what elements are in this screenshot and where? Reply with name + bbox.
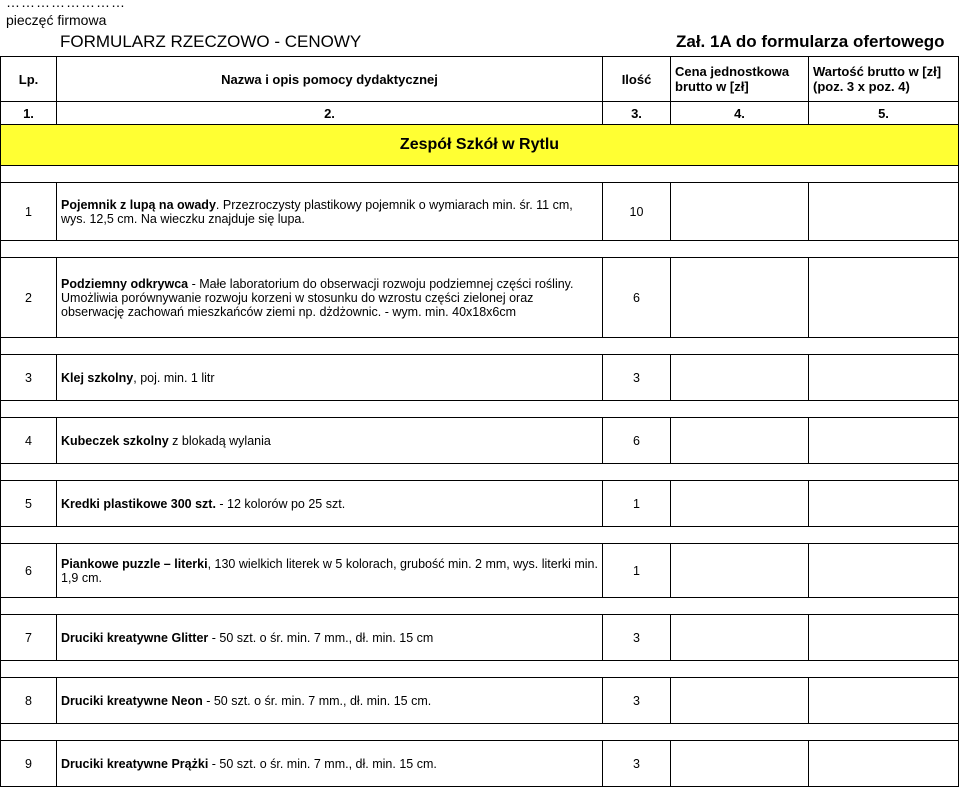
item-name: Pojemnik z lupą na owady xyxy=(61,197,216,212)
item-unit-price[interactable] xyxy=(671,355,809,401)
item-lp: 4 xyxy=(1,418,57,464)
col-number: 3. xyxy=(603,102,671,125)
row-spacer xyxy=(1,724,959,741)
item-desc: z blokadą wylania xyxy=(168,433,271,448)
item-description xyxy=(57,355,603,401)
item-lp: 3 xyxy=(1,355,57,401)
item-lp: 8 xyxy=(1,678,57,724)
item-description xyxy=(57,481,603,527)
item-description xyxy=(57,258,603,338)
item-name: Druciki kreatywne Neon xyxy=(61,693,203,708)
col-header-qty: Ilość xyxy=(603,57,671,102)
table-row xyxy=(1,481,959,527)
col-number: 5. xyxy=(809,102,959,125)
item-value[interactable] xyxy=(809,183,959,241)
item-value[interactable] xyxy=(809,741,959,787)
item-unit-price[interactable] xyxy=(671,544,809,598)
item-lp: 2 xyxy=(1,258,57,338)
item-qty: 1 xyxy=(603,544,671,598)
table-row xyxy=(1,615,959,661)
table-row xyxy=(1,258,959,338)
item-description xyxy=(57,183,603,241)
item-lp: 1 xyxy=(1,183,57,241)
item-name: Kredki plastikowe 300 szt. xyxy=(61,496,216,511)
item-value[interactable] xyxy=(809,258,959,338)
item-lp: 6 xyxy=(1,544,57,598)
item-desc: - 50 szt. o śr. min. 7 mm., dł. min. 15 cm xyxy=(208,630,434,645)
item-value[interactable] xyxy=(809,481,959,527)
row-spacer xyxy=(1,464,959,481)
item-qty: 3 xyxy=(603,355,671,401)
item-unit-price[interactable] xyxy=(671,418,809,464)
item-name: Podziemny odkrywca xyxy=(61,276,189,291)
price-form-table xyxy=(0,56,959,787)
row-spacer xyxy=(1,527,959,544)
company-stamp-label: pieczęć firmowa xyxy=(6,12,107,28)
item-name: Klej szkolny xyxy=(61,370,134,385)
item-qty: 10 xyxy=(603,183,671,241)
table-row xyxy=(1,183,959,241)
item-desc: - 50 szt. o śr. min. 7 mm., dł. min. 15 cm. xyxy=(208,756,437,771)
row-spacer xyxy=(1,401,959,418)
row-spacer xyxy=(1,241,959,258)
col-header-unit-price: Cena jednostkowa brutto w [zł] xyxy=(671,57,809,102)
row-spacer xyxy=(1,166,959,183)
item-unit-price[interactable] xyxy=(671,741,809,787)
item-desc: - 12 kolorów po 25 szt. xyxy=(215,496,346,511)
item-description xyxy=(57,741,603,787)
item-unit-price[interactable] xyxy=(671,183,809,241)
item-name: Kubeczek szkolny xyxy=(61,433,169,448)
item-value[interactable] xyxy=(809,418,959,464)
row-spacer xyxy=(1,598,959,615)
attachment-label: Zał. 1A do formularza ofertowego xyxy=(676,32,945,51)
item-description xyxy=(57,678,603,724)
table-row xyxy=(1,355,959,401)
item-lp: 5 xyxy=(1,481,57,527)
item-name: Piankowe puzzle – literki xyxy=(61,556,208,571)
item-desc: , 130 wielkich literek w 5 kolorach, grubość min. 2 mm, wys. literki min. 1,9 cm. xyxy=(61,556,598,585)
item-value[interactable] xyxy=(809,615,959,661)
col-number: 2. xyxy=(57,102,603,125)
school-row xyxy=(1,125,959,166)
header-row xyxy=(1,57,959,102)
item-qty: 1 xyxy=(603,481,671,527)
item-unit-price[interactable] xyxy=(671,481,809,527)
table-row xyxy=(1,418,959,464)
col-header-name: Nazwa i opis pomocy dydaktycznej xyxy=(57,57,603,102)
item-value[interactable] xyxy=(809,678,959,724)
item-unit-price[interactable] xyxy=(671,615,809,661)
signature-dots: …………………… xyxy=(6,0,126,10)
item-lp: 7 xyxy=(1,615,57,661)
item-qty: 6 xyxy=(603,418,671,464)
item-qty: 3 xyxy=(603,741,671,787)
item-name: Druciki kreatywne Glitter xyxy=(61,630,209,645)
item-description xyxy=(57,615,603,661)
table-row xyxy=(1,741,959,787)
item-unit-price[interactable] xyxy=(671,258,809,338)
table-row xyxy=(1,678,959,724)
item-desc: - 50 szt. o śr. min. 7 mm., dł. min. 15 cm. xyxy=(202,693,432,708)
item-value[interactable] xyxy=(809,544,959,598)
item-value[interactable] xyxy=(809,355,959,401)
table-row xyxy=(1,544,959,598)
item-desc: . Przezroczysty plastikowy pojemnik o wymiarach min. śr. 11 cm, wys. 12,5 cm. Na wieczku znajduje się lupa. xyxy=(61,197,573,226)
col-number: 4. xyxy=(671,102,809,125)
item-qty: 6 xyxy=(603,258,671,338)
item-lp: 9 xyxy=(1,741,57,787)
item-unit-price[interactable] xyxy=(671,678,809,724)
item-description xyxy=(57,544,603,598)
row-spacer xyxy=(1,661,959,678)
row-spacer xyxy=(1,338,959,355)
column-numbers-row xyxy=(1,102,959,125)
school-name: Zespół Szkół w Rytlu xyxy=(1,125,959,166)
item-desc: - Małe laboratorium do obserwacji rozwoju podziemnej części rośliny. Umożliwia porównywanie rozwoju korzeni w stosunku do wzrostu części zielonej oraz obserwację zachowań mieszkańców ziemi np. dżdżownic. - wym. min. 40x18x6cm xyxy=(61,276,574,319)
item-description xyxy=(57,418,603,464)
col-header-lp: Lp. xyxy=(1,57,57,102)
item-qty: 3 xyxy=(603,615,671,661)
col-number: 1. xyxy=(1,102,57,125)
form-title: FORMULARZ RZECZOWO - CENOWY xyxy=(60,32,362,51)
item-qty: 3 xyxy=(603,678,671,724)
col-header-value: Wartość brutto w [zł] (poz. 3 x poz. 4) xyxy=(809,57,959,102)
item-name: Druciki kreatywne Prążki xyxy=(61,756,209,771)
item-desc: , poj. min. 1 litr xyxy=(133,370,215,385)
